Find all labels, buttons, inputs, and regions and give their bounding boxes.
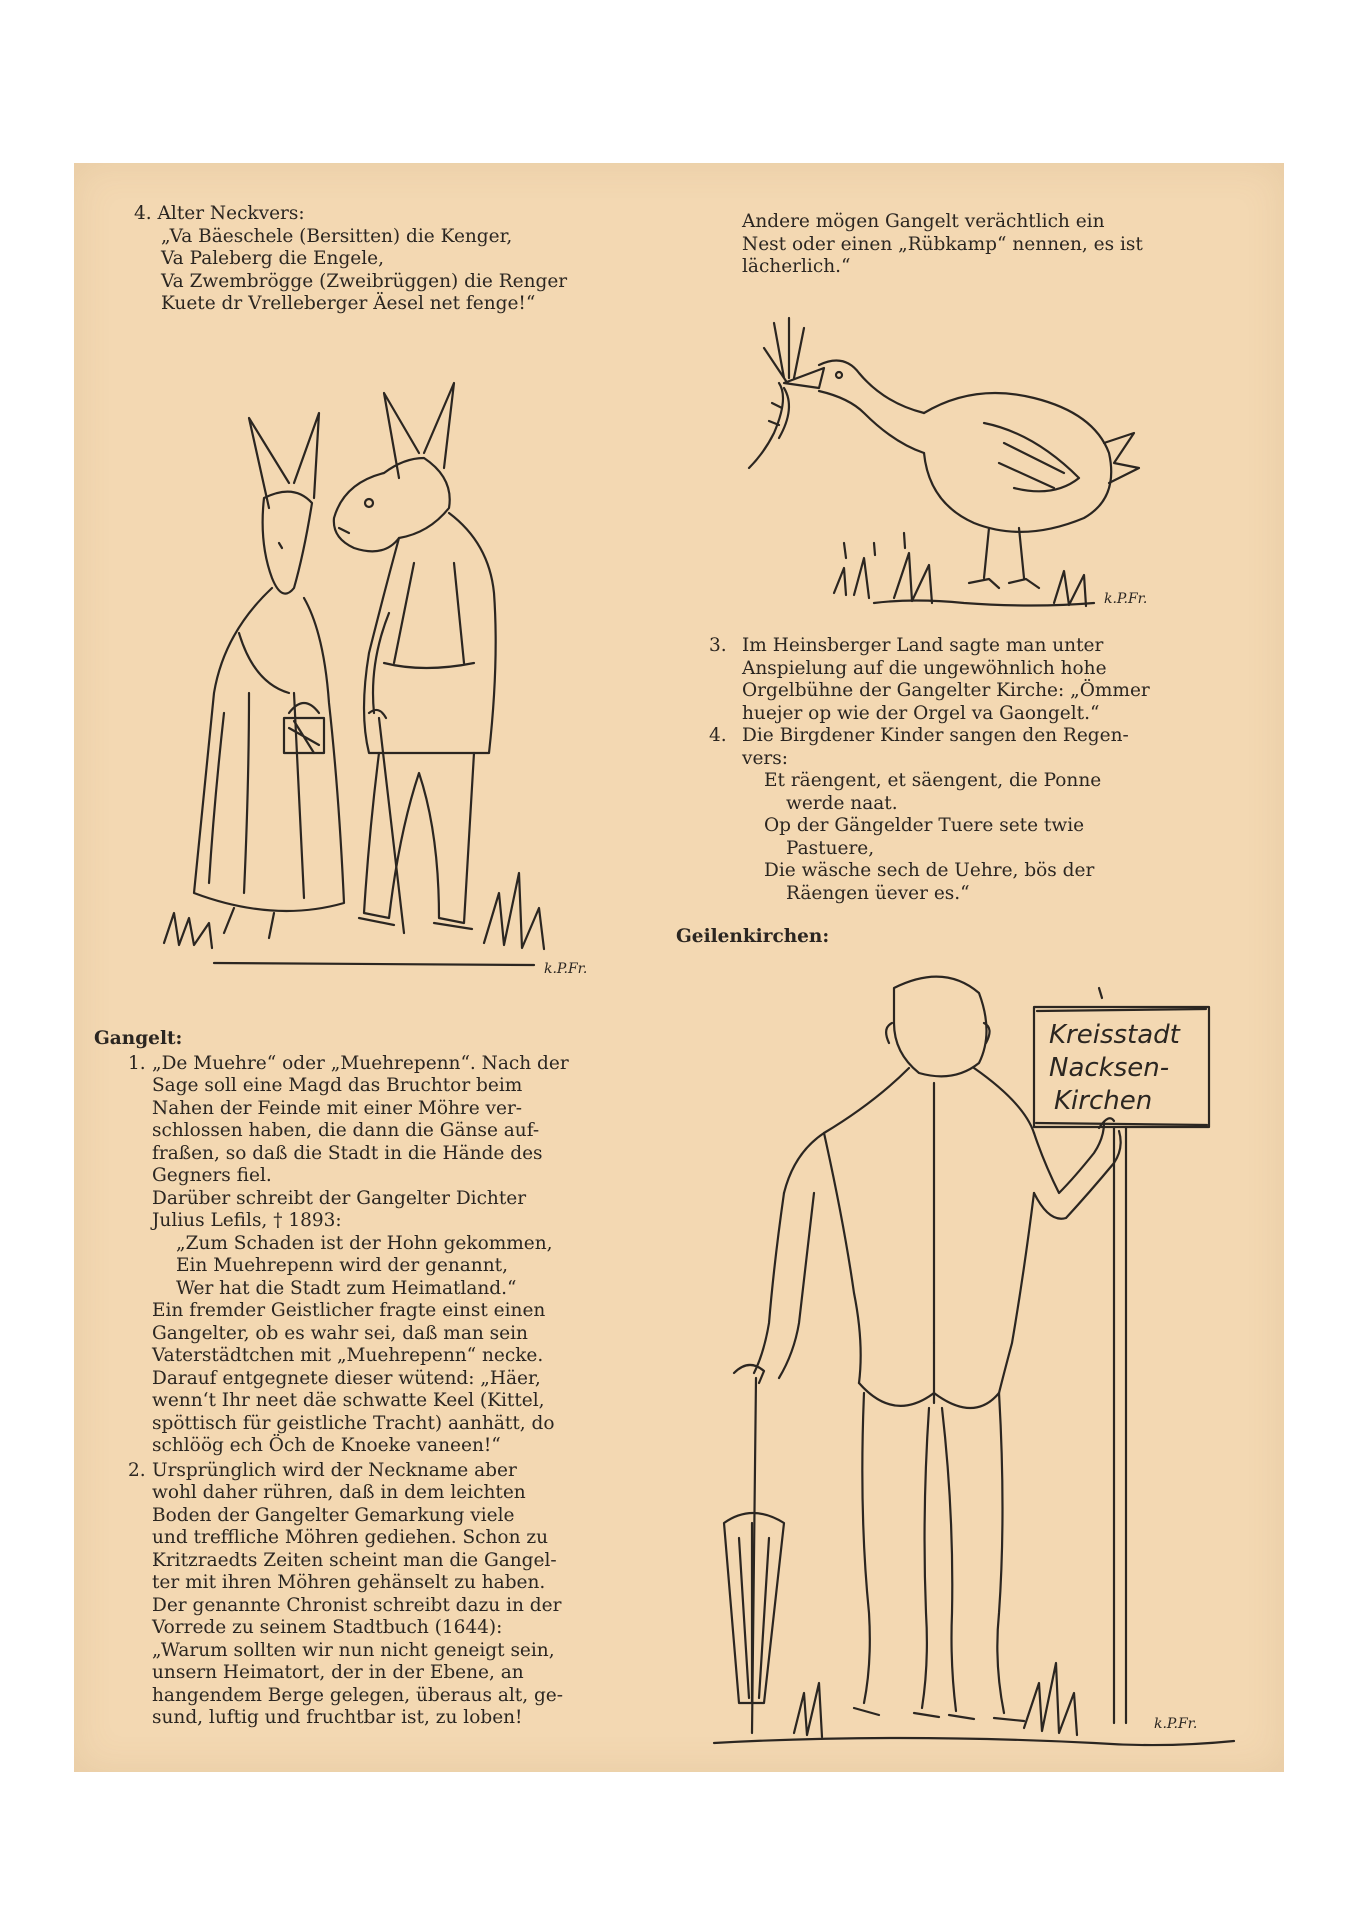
- figure2-signature: k.P.Fr.: [1104, 591, 1148, 607]
- item-number: 4.: [709, 725, 727, 746]
- gangelt-heading: Gangelt:: [94, 1028, 183, 1049]
- text-line: hangendem Berge gelegen, überaus alt, ge-: [152, 1684, 564, 1706]
- signpost-illustration: [694, 963, 1254, 1753]
- text-line: und treffliche Möhren gediehen. Schon zu: [152, 1527, 549, 1548]
- text-line: Boden der Gangelter Gemarkung viele: [152, 1504, 515, 1526]
- page: [74, 163, 1284, 1772]
- neckvers-block: [134, 203, 694, 316]
- text-line: Vorrede zu seinem Stadtbuch (1644):: [152, 1617, 503, 1638]
- neckvers-line: Va Zwembrögge (Zweibrüggen) die Renger: [161, 270, 568, 292]
- figure3-signature: k.P.Fr.: [1154, 1716, 1198, 1732]
- sign-line-2: Nacksen-: [1049, 1053, 1170, 1083]
- text-line: Im Heinsberger Land sagte man unter: [742, 635, 1104, 656]
- neckvers-title: Alter Neckvers:: [157, 203, 305, 224]
- verse-line: Räengen üever es.“: [786, 882, 970, 904]
- text-line: huejer op wie der Orgel va Gaongelt.“: [742, 702, 1100, 724]
- verse-line: Op der Gängelder Tuere sete twie: [764, 815, 1085, 836]
- text-line: Nahen der Feinde mit einer Möhre ver-: [152, 1097, 523, 1119]
- quote-line: Wer hat die Stadt zum Heimatland.“: [176, 1277, 517, 1299]
- quote-line: „Zum Schaden ist der Hohn gekommen,: [176, 1232, 553, 1254]
- item-number: 1.: [128, 1052, 146, 1074]
- item-number: 3.: [709, 635, 727, 656]
- sign-line-3: Kirchen: [1054, 1086, 1153, 1116]
- neckvers-number: 4.: [134, 203, 152, 224]
- text-line: „Warum sollten wir nun nicht geneigt sein,: [152, 1639, 555, 1661]
- text-line: Anspielung auf die ungewöhnlich hohe: [742, 657, 1107, 679]
- right-intro: [742, 211, 1232, 279]
- neckvers-line: „Va Bäeschele (Bersitten) die Kenger,: [161, 225, 513, 247]
- text-line: wohl daher rühren, daß in dem leichten: [152, 1482, 526, 1503]
- neckvers-line: Kuete dr Vrelleberger Äesel net fenge!“: [161, 293, 536, 314]
- text-line: Gangelter, ob es wahr sei, daß man sein: [152, 1322, 528, 1344]
- goose-illustration: [734, 303, 1174, 633]
- item-4: [709, 725, 1232, 770]
- text-line: vers:: [742, 747, 788, 769]
- text-line: Ein fremder Geistlicher fragte einst einen: [152, 1300, 546, 1321]
- gangelt-item-1: [94, 1053, 684, 1458]
- sign-line-1: Kreisstadt: [1049, 1020, 1180, 1050]
- gangelt-item-2: [94, 1460, 684, 1730]
- text-line: schlossen haben, die dann die Gänse auf-: [152, 1120, 540, 1141]
- text-line: Die Birgdener Kinder sangen den Regen-: [742, 725, 1129, 746]
- text-line: Der genannte Chronist schreibt dazu in der: [152, 1594, 562, 1616]
- verse-line: Pastuere,: [786, 837, 875, 859]
- text-line: lächerlich.“: [742, 256, 851, 277]
- verse-line: werde naat.: [786, 792, 898, 814]
- verse-line: Et räengent, et säengent, die Ponne: [764, 770, 1102, 791]
- text-line: Orgelbühne der Gangelter Kirche: „Ömmer: [742, 680, 1150, 701]
- quote-line: Ein Muehrepenn wird der genannt,: [176, 1255, 508, 1276]
- text-line: Darauf entgegnete dieser wütend: „Häer,: [152, 1367, 541, 1389]
- text-line: „De Muehre“ oder „Muehrepenn“. Nach der: [152, 1052, 569, 1074]
- text-line: schlöög ech Öch de Knoeke vaneen!“: [152, 1435, 501, 1456]
- text-line: Darüber schreibt der Gangelter Dichter: [152, 1187, 527, 1209]
- gangelt-section: [94, 1028, 684, 1730]
- text-line: Ursprünglich wird der Neckname aber: [152, 1459, 517, 1481]
- text-line: Nest oder einen „Rübkamp“ nennen, es ist: [742, 233, 1143, 255]
- text-line: Gegners fiel.: [152, 1165, 272, 1186]
- regenvers: [709, 770, 1232, 905]
- geilenkirchen-heading: Geilenkirchen:: [676, 926, 830, 947]
- donkeys-illustration: [154, 333, 614, 983]
- right-items: [709, 635, 1232, 905]
- text-line: ter mit ihren Möhren gehänselt zu haben.: [152, 1572, 546, 1593]
- text-line: unsern Heimatort, der in der Ebene, an: [152, 1662, 524, 1683]
- text-line: Andere mögen Gangelt verächtlich ein: [742, 211, 1105, 232]
- text-line: Vaterstädtchen mit „Muehrepenn“ necke.: [152, 1345, 544, 1366]
- text-line: Kritzraedts Zeiten scheint man die Gangel-: [152, 1549, 557, 1571]
- figure1-signature: k.P.Fr.: [544, 961, 588, 977]
- item-number: 2.: [128, 1459, 146, 1481]
- text-line: sund, luftig und fruchtbar ist, zu loben!: [152, 1707, 523, 1728]
- neckvers-line: Va Paleberg die Engele,: [161, 248, 384, 269]
- item-3: [709, 635, 1232, 725]
- verse-line: Die wäsche sech de Uehre, bös der: [764, 860, 1095, 881]
- text-line: Sage soll eine Magd das Bruchtor beim: [152, 1075, 523, 1096]
- text-line: spöttisch für geistliche Tracht) aanhätt, do: [152, 1412, 555, 1434]
- text-line: Julius Lefils, † 1893:: [152, 1210, 342, 1231]
- text-line: wenn‘t Ihr neet däe schwatte Keel (Kittel,: [152, 1390, 545, 1411]
- text-line: fraßen, so daß die Stadt in die Hände des: [152, 1142, 543, 1164]
